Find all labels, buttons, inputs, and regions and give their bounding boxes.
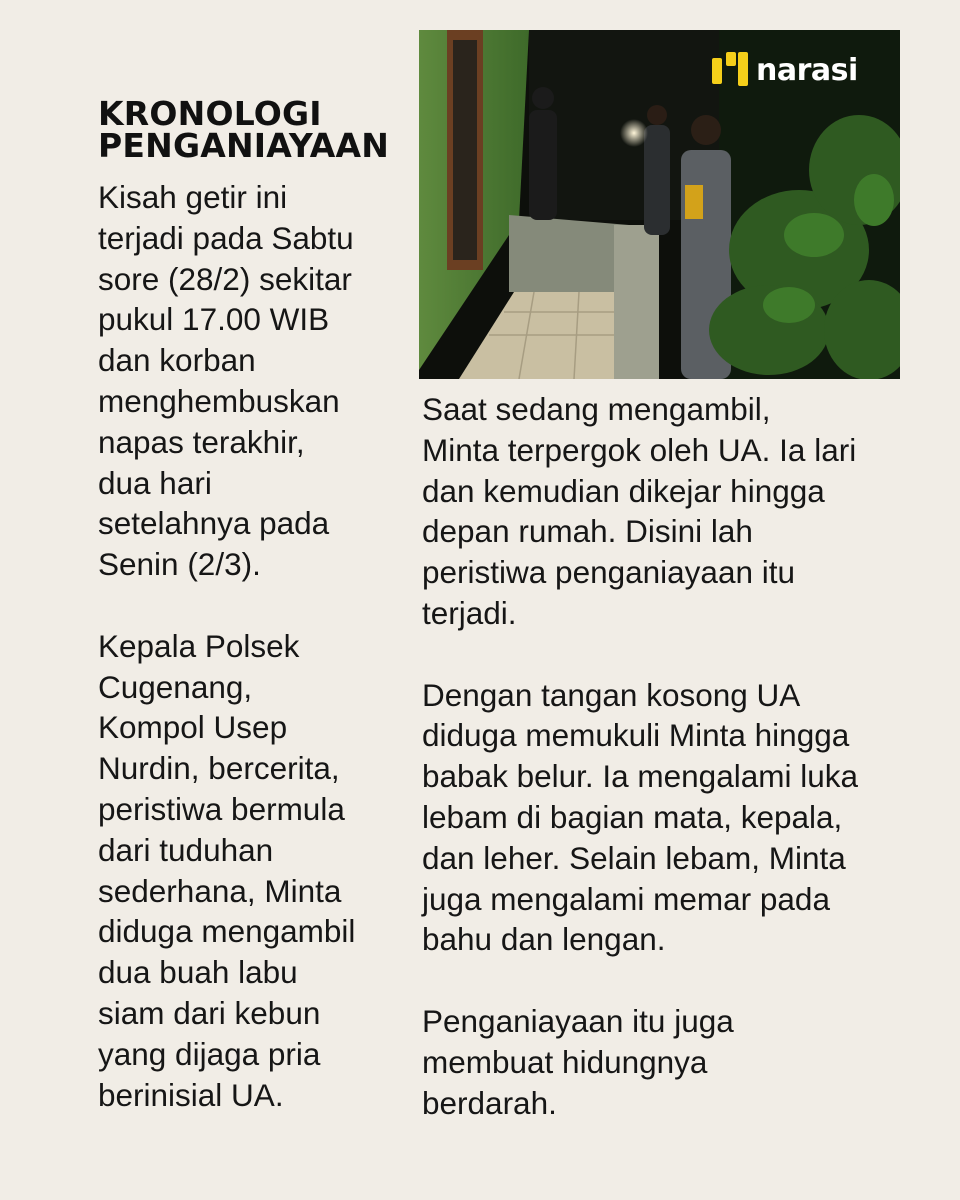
right-column [422,389,907,1123]
text-line: berinisial UA. [98,1076,284,1113]
page-title [98,94,418,165]
text-line: diduga memukuli Minta hingga [422,717,850,754]
text-line: dua buah labu [98,954,298,991]
right-paragraph-2 [422,675,907,961]
text-line: bahu dan lengan. [422,921,666,958]
text-line: depan rumah. Disini lah [422,513,753,550]
left-paragraph-1 [98,177,398,585]
text-line: sore (28/2) sekitar [98,260,352,297]
title-line-1: KRONOLOGI [98,94,322,133]
text-line: Saat sedang mengambil, [422,391,771,427]
brand-name: narasi [756,52,858,88]
text-line: pukul 17.00 WIB [98,301,330,338]
text-line: sederhana, Minta [98,872,342,909]
text-line: Penganiayaan itu juga [422,1002,734,1039]
text-line: Minta terpergok oleh UA. Ia lari [422,431,857,468]
text-line: Kompol Usep [98,709,288,746]
text-line: dan leher. Selain lebam, Minta [422,839,846,876]
text-line: setelahnya pada [98,505,330,542]
text-line: menghembuskan [98,382,340,419]
title-line-2: PENGANIAYAAN [98,126,390,165]
text-line: diduga mengambil [98,913,356,950]
text-line: Senin (2/3). [98,546,261,583]
text-line: lebam di bagian mata, kepala, [422,798,843,835]
text-line: berdarah. [422,1084,557,1121]
text-line: peristiwa bermula [98,790,345,827]
text-line: juga mengalami memar pada [422,880,830,917]
text-line: napas terakhir, [98,423,305,460]
left-paragraph-2 [98,626,398,1116]
text-line: terjadi pada Sabtu [98,219,354,256]
text-line: membuat hidungnya [422,1043,708,1080]
text-line: Kisah getir ini [98,179,288,215]
left-column [98,177,398,1115]
text-line: Nurdin, bercerita, [98,750,340,787]
text-line: Cugenang, [98,668,253,705]
text-line: peristiwa penganiayaan itu [422,554,796,591]
text-line: siam dari kebun [98,994,321,1031]
text-line: dan korban [98,342,256,379]
text-line: Kepala Polsek [98,627,300,664]
right-paragraph-3 [422,1001,907,1123]
text-line: yang dijaga pria [98,1035,321,1072]
text-line: dua hari [98,464,212,501]
text-line: dari tuduhan [98,831,274,868]
text-line: dan kemudian dikejar hingga [422,472,825,509]
right-paragraph-1 [422,389,907,634]
narasi-logo-mark-icon [712,52,750,88]
text-line: babak belur. Ia mengalami luka [422,758,859,795]
text-line: Dengan tangan kosong UA [422,676,801,713]
narasi-logo [712,52,858,88]
text-line: terjadi. [422,594,517,631]
